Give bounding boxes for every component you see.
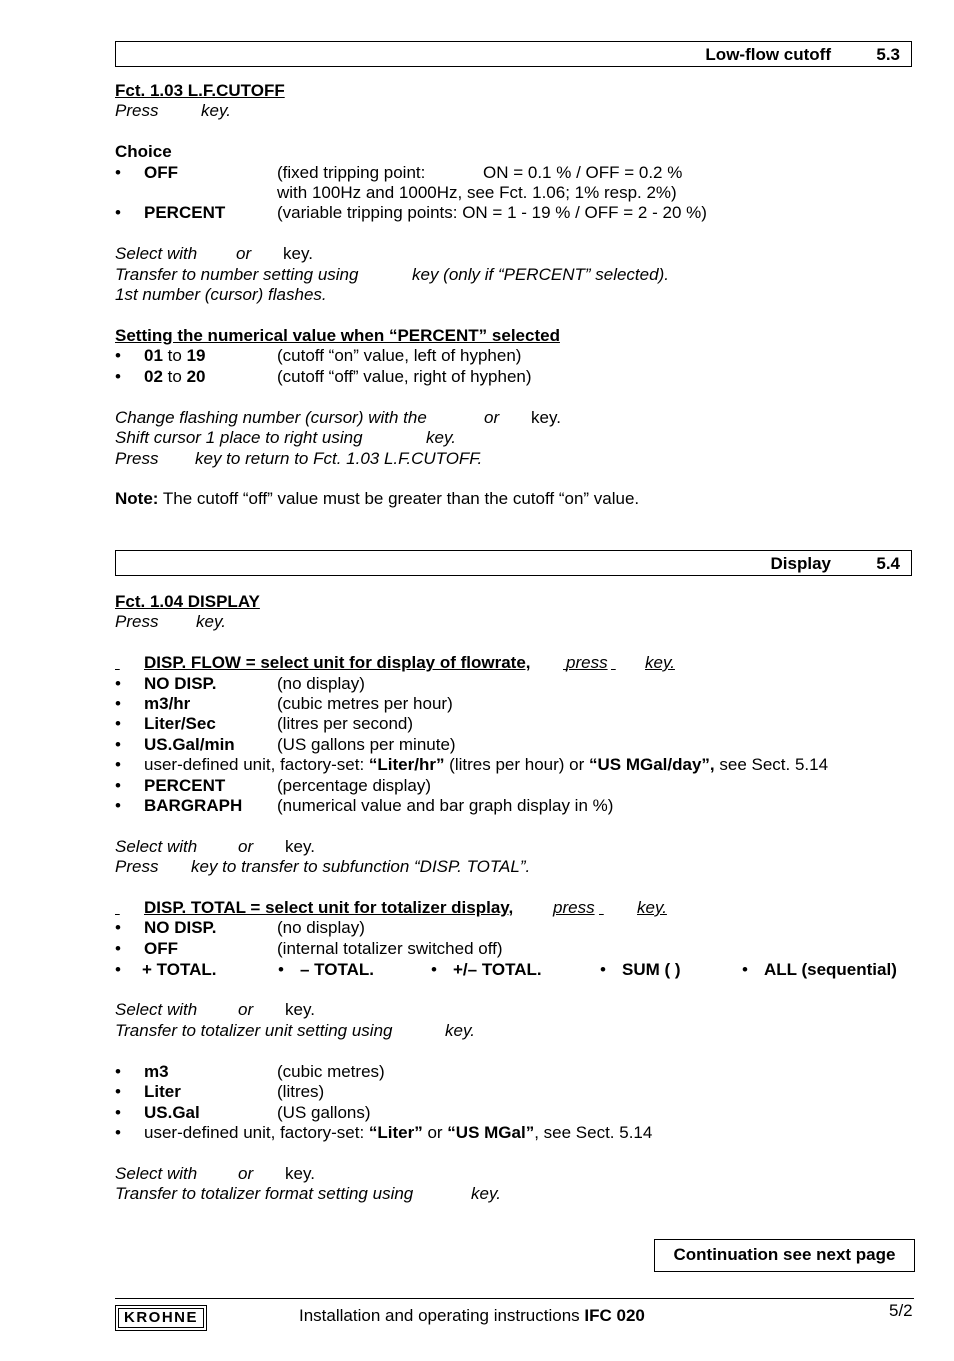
subsection-heading: DISP. FLOW = select unit for display of flowrate, press key. (144, 653, 675, 672)
list-item: • user-defined unit, factory-set: “Liter/hr” (litres per hour) or “US MGal/day”, see Sect. 5.14 (115, 755, 829, 774)
instruction-line: Transfer to totalizer unit setting using key. (115, 1021, 475, 1040)
instruction-line: Press key. (115, 101, 231, 120)
list-item: • US.Gal/min (US gallons per minute) (115, 735, 456, 754)
section-title: Low-flow cutoff (705, 45, 831, 64)
list-item: • PERCENT (variable tripping points: ON = 1 - 19 % / OFF = 2 - 20 %) (115, 203, 707, 222)
subsection-heading: Setting the numerical value when “PERCENT” selected (115, 326, 560, 345)
subsection-heading: DISP. TOTAL = select unit for totalizer display, press key. (144, 898, 667, 917)
list-item: • NO DISP. (no display) (115, 674, 365, 693)
section-number: 5.3 (876, 45, 900, 64)
list-item: • US.Gal (US gallons) (115, 1103, 371, 1122)
continuation-box: Continuation see next page (654, 1239, 915, 1272)
section-header-5-4 (115, 550, 912, 576)
list-item: • BARGRAPH (numerical value and bar graph display in %) (115, 796, 614, 815)
list-item: • m3 (cubic metres) (115, 1062, 385, 1081)
instruction-line: Select with or key. (115, 837, 315, 856)
note: Note: The cutoff “off” value must be greater than the cutoff “on” value. (115, 489, 640, 508)
list-item: • OFF (internal totalizer switched off) (115, 939, 503, 958)
list-item: • m3/hr (cubic metres per hour) (115, 694, 453, 713)
list-item: • user-defined unit, factory-set: “Liter” or “US MGal”, see Sect. 5.14 (115, 1123, 653, 1142)
footer-text: Installation and operating instructions IFC 020 (299, 1306, 645, 1325)
list-item: • Liter/Sec (litres per second) (115, 714, 414, 733)
footer-rule (115, 1298, 914, 1299)
list-item: • PERCENT (percentage display) (115, 776, 432, 795)
instruction-line: Press key to transfer to subfunction “DISP. TOTAL”. (115, 857, 531, 876)
section-title: Display (770, 554, 831, 573)
list-item: • OFF (fixed tripping point: ON = 0.1 % / OFF = 0.2 % (115, 163, 683, 182)
instruction-line: 1st number (cursor) flashes. (115, 285, 327, 304)
list-item-inline: • + TOTAL. • – TOTAL. • +/– TOTAL. • SUM ( ) • ALL (sequential) (115, 960, 897, 979)
list-item: • NO DISP. (no display) (115, 918, 365, 937)
section-header-5-3 (115, 41, 912, 67)
instruction-line: Select with or key. (115, 244, 313, 263)
instruction-line: Press key to return to Fct. 1.03 L.F.CUTOFF. (115, 449, 483, 468)
list-item-cont: with 100Hz and 1000Hz, see Fct. 1.06; 1% resp. 2%) (277, 183, 677, 202)
instruction-line: Transfer to totalizer format setting using key. (115, 1184, 501, 1203)
fct-heading: Fct. 1.03 L.F.CUTOFF (115, 81, 285, 100)
instruction-line: Select with or key. (115, 1164, 315, 1183)
list-item: • 02 to 20 (cutoff “off” value, right of hyphen) (115, 367, 532, 386)
krohne-logo: KROHNE (115, 1305, 207, 1331)
instruction-line: Shift cursor 1 place to right using key. (115, 428, 456, 447)
instruction-line: Transfer to number setting using key (only if “PERCENT” selected). (115, 265, 669, 284)
page-number: 5/2 (889, 1301, 913, 1320)
section-number: 5.4 (876, 554, 900, 573)
instruction-line: Change flashing number (cursor) with the or key. (115, 408, 561, 427)
fct-heading: Fct. 1.04 DISPLAY (115, 592, 260, 611)
choice-label: Choice (115, 142, 172, 161)
list-item: • Liter (litres) (115, 1082, 325, 1101)
instruction-line: Select with or key. (115, 1000, 315, 1019)
list-item: • 01 to 19 (cutoff “on” value, left of hyphen) (115, 346, 522, 365)
instruction-line: Press key. (115, 612, 226, 631)
